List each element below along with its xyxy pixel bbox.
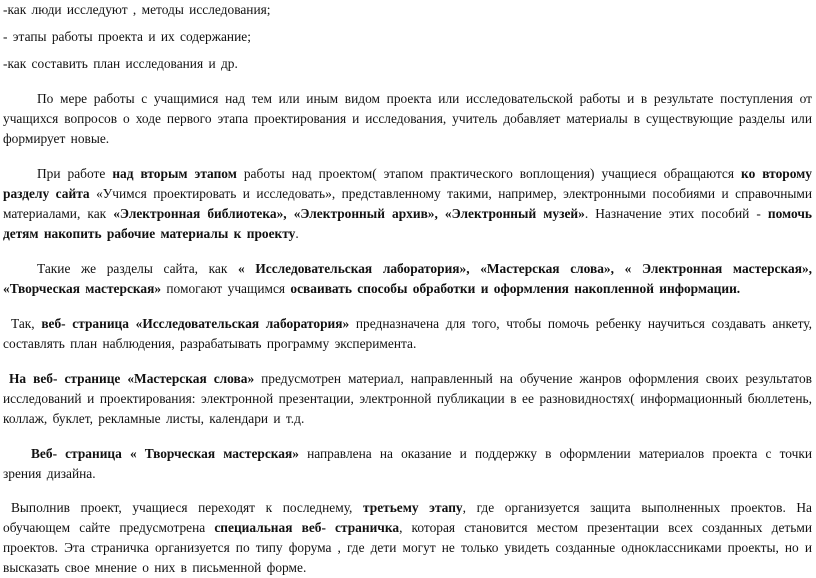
bold-phrase-third-stage: третьему этапу (363, 500, 463, 515)
bold-phrase-special-page: специальная веб- страничка (214, 520, 400, 535)
text-segment: предназначена для того, чтобы помочь ребенку научиться создавать анкету, составлять план наблюдения, разрабатывать программу эксперимента. (3, 316, 812, 351)
bold-phrase-word-workshop-page: На веб- странице «Мастерская слова» (9, 371, 255, 386)
paragraph-word-workshop (3, 369, 812, 429)
bold-phrase-research-lab-page: веб- страница «Исследовательская лаборатория» (41, 316, 350, 331)
text-segment: Так, (11, 316, 42, 331)
list-line-stages: - этапы работы проекта и их содержание; (3, 29, 251, 44)
text-segment: помогают учащимся (161, 281, 291, 296)
paragraph-creative-workshop (3, 444, 812, 484)
text-segment: , которая становится местом презентации всех созданных детьми проектов. Эта страничка организуется по типу форума , где дети могут не только увидеть созданные одноклассниками проекты, но и высказать свое мнение о них в письменной форме. (3, 520, 812, 575)
paragraph-research-lab (3, 314, 812, 354)
bold-phrase-creative-workshop-page: Веб- страница « Творческая мастерская» (31, 446, 299, 461)
text-segment: «Учимся проектировать и исследовать», представленному такими, например, электронными пособиями и справочными материалами, как (3, 186, 813, 221)
paragraph-first-stage: По мере работы с учащимися над тем или иным видом проекта или исследовательской работы и в результате поступления от учащихся вопросов о ходе первого этапа проектирования и исследования, учитель добавляет материалы в существующие разделы или формирует новые. (3, 91, 812, 146)
text-segment: работы над проектом( этапом практического воплощения) учащиеся обращаются (236, 166, 742, 181)
text-segment: , где организуется защита выполненных проектов. На обучающем сайте предусмотрена (3, 500, 812, 535)
bold-phrase-second-section: ко второму разделу сайта (3, 166, 812, 201)
bold-phrase-second-stage: над вторым этапом (112, 166, 237, 181)
text-segment: При работе (37, 166, 113, 181)
text-segment: Выполнив проект, учащиеся переходят к последнему, (11, 500, 364, 515)
text-segment: Такие же разделы сайта, как (37, 261, 239, 276)
text-segment: . (295, 226, 299, 241)
list-line-methods: -как люди исследуют , методы исследования; (3, 2, 271, 17)
text-segment: направлена на оказание и поддержку в оформлении материалов проекта с точки зрения дизайна. (3, 446, 812, 481)
bold-phrase-purpose: помочь детям накопить рабочие материалы к проекту (3, 206, 812, 241)
bold-phrase-sections-list: « Исследовательская лаборатория», «Мастерская слова», « Электронная мастерская», «Творческая мастерская» (3, 261, 812, 296)
paragraph-site-sections (3, 259, 812, 299)
list-line-plan: -как составить план исследования и др. (3, 56, 238, 71)
paragraph-third-stage (3, 498, 812, 578)
bold-phrase-processing-methods: осваивать способы обработки и оформления накопленной информации. (290, 281, 741, 296)
bold-phrase-electronic-resources: «Электронная библиотека», «Электронный архив», «Электронный музей» (113, 206, 585, 221)
text-segment: предусмотрен материал, направленный на обучение жанров оформления своих результатов исследований и проектирования: электронной презентации, электронной публикации в ее разновидностях( информационный бюллетень, коллаж, буклет, рекламные листы, календари и т.д. (3, 371, 812, 426)
text-segment: . Назначение этих пособий - (584, 206, 768, 221)
paragraph-second-stage (3, 164, 812, 244)
